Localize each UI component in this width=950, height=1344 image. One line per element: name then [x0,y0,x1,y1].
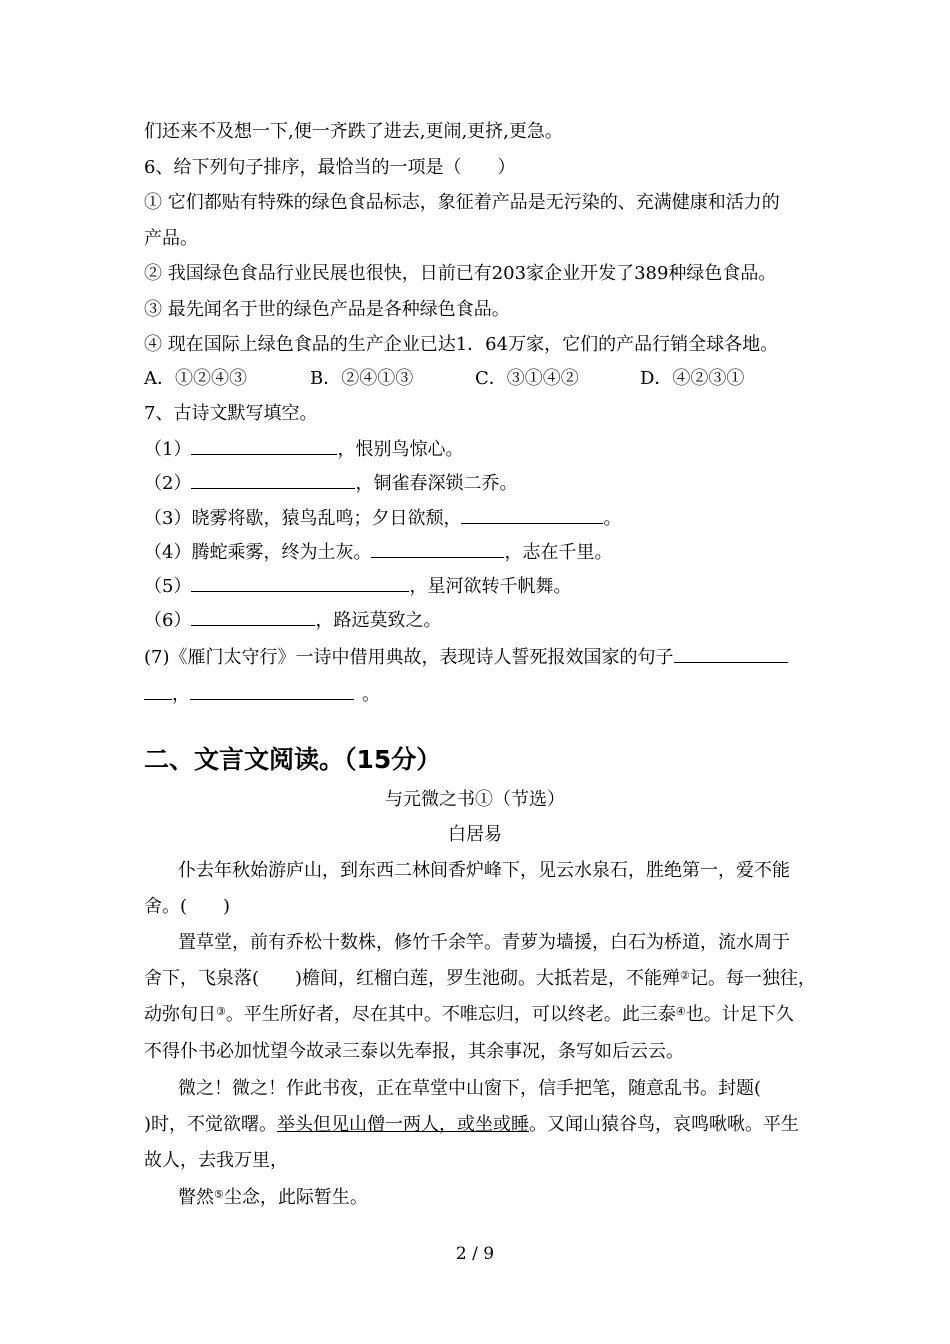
passage-text: 动弥旬日 [144,1004,216,1025]
item-number: （5） [144,576,192,597]
question-6: 6、给下列句子排序，最恰当的一项是（ ） [144,157,516,178]
section-heading: 二、文言文阅读。（15分） [144,745,442,774]
answer-blank[interactable] [191,608,315,626]
passage-title: 与元微之书①（节选） [385,789,565,810]
underlined-sentence: 举头但见山僧一两人，或坐或睡 [277,1114,530,1135]
sentence-1-cont: 产品。 [144,228,198,249]
page-number: 2 / 9 [455,1244,495,1264]
sentence-1: ① 它们都贴有特殊的绿色食品标志，象征着产品是无污染的、充满健康和活力的 [144,192,780,213]
sentence-3: ③ 最先闻名于世的绿色产品是各种绿色食品。 [144,299,510,320]
answer-blank[interactable] [191,471,355,489]
poem-item-3 [144,506,621,531]
option-a: A．①②④③ [144,368,247,389]
poem-item-7 [144,645,788,670]
passage-text: 。平生所好者，尽在其中。不唯忘归，可以终老。此三泰 [225,1004,676,1025]
passage-line: 置草堂，前有乔松十数株，修竹千余竿。青萝为墙援，白石为桥道，流水周于 [178,932,790,953]
item-text: ，志在千里。 [504,542,613,563]
sentence-2: ② 我国绿色食品行业民展也很快，日前已有203家企业开发了389种绿色食品。 [144,263,777,284]
passage-line: 仆去年秋始游庐山，到东西二林间香炉峰下，见云水泉石，胜绝第一，爱不能 [178,860,790,881]
passage-line [144,1003,794,1027]
passage-line: 不得仆书必加忧望今故录三泰以先奉报，其余事况，条写如后云云。 [144,1041,684,1062]
poem-item-1 [144,437,463,462]
passage-text: )时，不觉欲曙。 [144,1114,278,1135]
poem-item-2 [144,471,517,496]
poem-item-7-cont [144,682,380,707]
passage-line: 微之！微之！作此书夜，正在草堂中山窗下，信手把笔，随意乱书。封题( [178,1078,762,1099]
passage-text: 也。计足下久 [685,1004,794,1025]
answer-blank[interactable] [191,574,409,592]
footnote-mark: ④ [675,1005,686,1018]
passage-text: 尘念，此际暂生。 [223,1187,368,1208]
passage-text: 舍下，飞泉落( )檐间，红榴白莲，罗生池砌。大抵若是，不能殚 [144,968,681,989]
item-text: 。 [362,684,380,705]
item-text: 。 [603,508,622,529]
footnote-mark: ③ [216,1005,226,1018]
answer-blank[interactable] [371,540,504,558]
passage-text: 瞥然 [178,1187,214,1208]
passage-line [144,1113,799,1137]
item-text: （4）腾蛇乘雾，终为土灰。 [144,542,372,563]
passage-line: 故人，去我万里， [144,1150,288,1171]
answer-blank[interactable] [461,506,603,524]
option-d: D．④②③① [640,368,745,389]
passage-text: 记。每一独往， [689,968,816,989]
item-text: (7)《雁门太守行》一诗中借用典故，表现诗人誓死报效国家的句子 [144,647,674,668]
sentence-4: ④ 现在国际上绿色食品的生产企业已达1．64万家，它们的产品行销全球各地。 [144,334,779,355]
option-b: B．②④①③ [310,368,414,389]
poem-item-6 [144,608,441,633]
item-text: ，星河欲转千帆舞。 [409,576,572,597]
item-text: ， [172,684,190,705]
footnote-mark: ② [680,969,690,982]
poem-item-5 [144,574,571,599]
passage-line [144,967,816,991]
item-number: （2） [144,473,192,494]
item-text: （3）晓雾将歇，猿鸟乱鸣；夕日欲颓， [144,508,462,529]
answer-blank[interactable] [190,682,354,700]
passage-line: 舍。( ) [144,896,231,917]
passage-author: 白居易 [448,824,502,845]
item-text: ，铜雀春深锁二乔。 [355,473,518,494]
footnote-mark: ⑤ [214,1188,224,1201]
item-number: （6） [144,610,192,631]
item-text: ，恨别鸟惊心。 [337,439,464,460]
answer-blank[interactable] [674,645,788,663]
text-line: 们还来不及想一下,便一齐跌了进去,更闹,更挤,更急。 [144,121,563,142]
answer-blank[interactable] [144,682,172,700]
item-text: ，路远莫致之。 [315,610,442,631]
poem-item-4 [144,540,612,565]
passage-text: 。又闻山猿谷鸟，哀鸣啾啾。平生 [529,1114,800,1135]
answer-blank[interactable] [191,437,337,455]
option-c: C．③①④② [475,368,579,389]
passage-line [178,1186,368,1210]
item-number: （1） [144,439,192,460]
question-7: 7、古诗文默写填空。 [144,403,318,424]
